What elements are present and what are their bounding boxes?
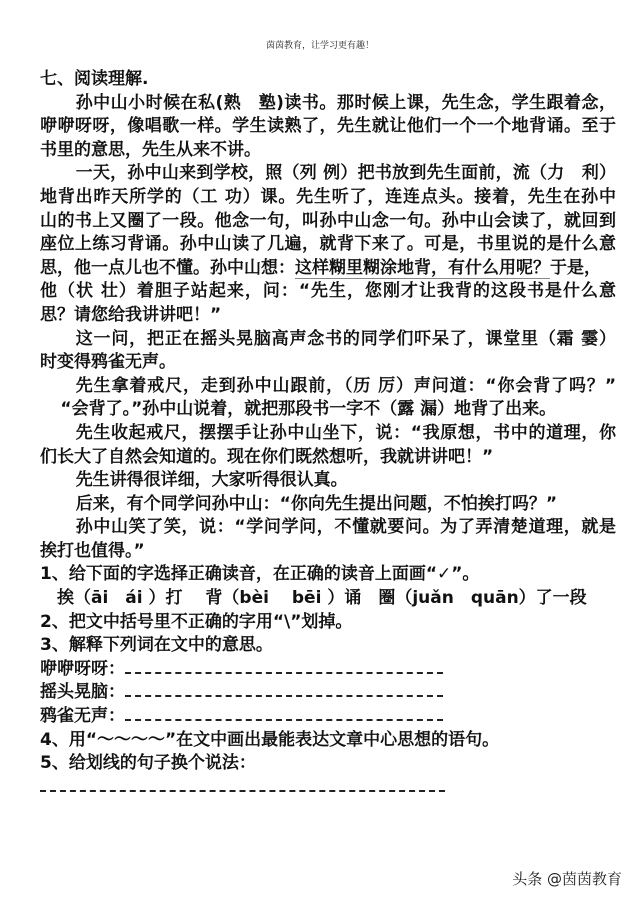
reading-comprehension (40, 68, 616, 799)
text-line: 时变得鸦雀无声。 (40, 352, 176, 373)
text-line: 先生讲得很详细，大家听得很认真。 (75, 470, 348, 491)
q3-term: 摇头晃脑： (40, 682, 125, 703)
answer-blank[interactable] (125, 660, 443, 674)
section-title: 七、阅读理解. (40, 69, 149, 89)
question-3: 3、解释下列词在文中的意思。 (40, 635, 273, 656)
text-line: “会背了。”孙中山说着，就把那段书一字不（露 漏）地背了出来。 (60, 399, 557, 420)
text-line: 山的书上又圈了一段。他念一句，叫孙中山念一句。孙中山会读了，就回到 (40, 210, 616, 231)
q3-term-row (40, 681, 616, 705)
text-line: 先生拿着戒尺，走到孙中山跟前，（历 厉）声问道：“你会背了吗？” (75, 375, 616, 396)
answer-blank[interactable] (40, 778, 445, 792)
underlined-sentence: 这样糊里糊涂地背，有什么用呢？ (295, 257, 550, 278)
text-line: 挨打也值得。” (40, 540, 145, 561)
question-2: 2、把文中括号里不正确的字用“\”划掉。 (40, 611, 353, 632)
watermark: 头条 @茵茵教育 (512, 870, 622, 888)
text-line-underlined (40, 257, 616, 281)
text-segment: 思，他一点儿也不懂。孙中山想： (40, 257, 295, 278)
question-1: 1、给下面的字选择正确读音，在正确的读音上面画“✓”。 (40, 564, 480, 585)
text-line: 孙中山小时候在私(熟 塾)读书。那时候上课，先生念，学生跟着念， (75, 92, 616, 113)
text-line: 书里的意思，先生从来不讲。 (40, 139, 261, 160)
q5-answer-row (40, 776, 616, 800)
text-line: 思？请您给我讲讲吧！” (40, 304, 222, 325)
text-line: 座位上练习背诵。孙中山读了几遍，就背下来了。可是，书里说的是什么意 (40, 234, 616, 255)
answer-blank[interactable] (125, 707, 443, 721)
q3-term-row (40, 705, 616, 729)
q3-term: 鸦雀无声： (40, 706, 125, 727)
question-1-items: 挨（āi ái ）打 背（bèi bēi ）诵 圈（juǎn quān）了一段 (57, 588, 587, 609)
page-header: 茵茵教育，让学习更有趣！ (265, 41, 374, 51)
q3-term: 咿咿呀呀： (40, 658, 125, 679)
text-line: 咿咿呀呀，像唱歌一样。学生读熟了，先生就让他们一个一个地背诵。至于 (40, 116, 616, 137)
text-line: 孙中山笑了笑，说：“学问学问，不懂就要问。为了弄清楚道理，就是 (75, 517, 616, 538)
text-line: 一天，孙中山来到学校，照（列 例）把书放到先生面前，流（力 利） (75, 163, 616, 184)
text-line: 先生收起戒尺，摆摆手让孙中山坐下，说：“我原想，书中的道理，你 (75, 422, 616, 443)
question-4: 4、用“～～～～”在文中画出最能表达文章中心思想的语句。 (40, 729, 500, 750)
text-line: 们长大了自然会知道的。现在你们既然想听，我就讲讲吧！” (40, 446, 494, 467)
q3-term-row (40, 658, 616, 682)
text-line: 他（状 壮）着胆子站起来，问：“先生，您刚才让我背的这段书是什么意 (40, 281, 616, 302)
answer-blank[interactable] (125, 683, 443, 697)
text-segment: 于是， (550, 257, 601, 278)
text-line: 这一问，把正在摇头晃脑高声念书的同学们吓呆了，课堂里（霜 霎） (75, 328, 616, 349)
question-5: 5、给划线的句子换个说法： (40, 753, 256, 774)
text-line: 后来，有个同学问孙中山：“你向先生提出问题，不怕挨打吗？” (75, 493, 558, 514)
text-line: 地背出昨天所学的（工 功）课。先生听了，连连点头。接着，先生在孙中 (40, 186, 616, 207)
